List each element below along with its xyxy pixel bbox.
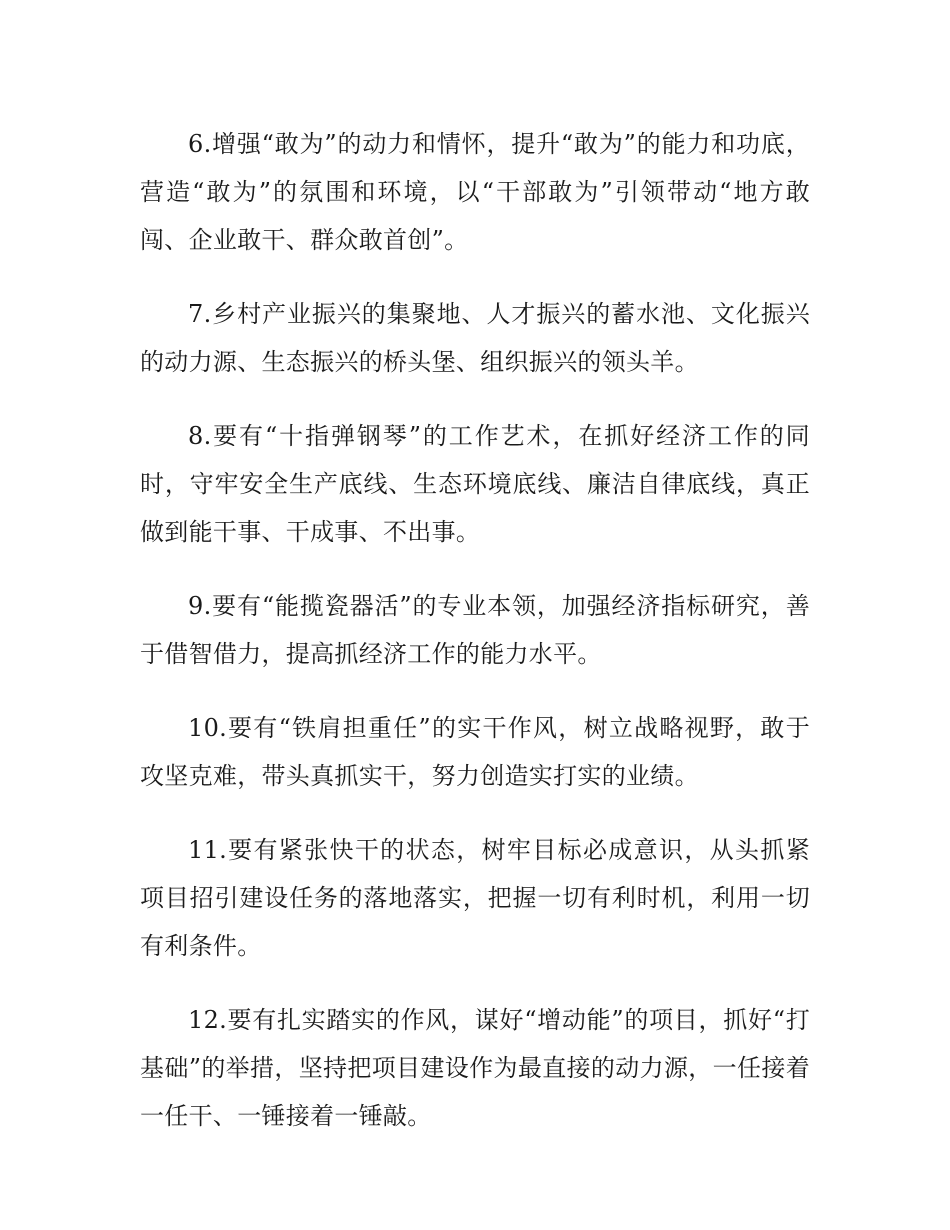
paragraph-8: 8.要有“十指弹钢琴”的工作艺术，在抓好经济工作的同时，守牢安全生产底线、生态环境底线、廉洁自律底线，真正做到能干事、干成事、不出事。: [140, 422, 810, 546]
paragraph-9: 9.要有“能揽瓷器活”的专业本领，加强经济指标研究，善于借智借力，提高抓经济工作的能力水平。: [140, 592, 810, 668]
paragraph-11: 11.要有紧张快干的状态，树牢目标必成意识，从头抓紧项目招引建设任务的落地落实，把握一切有利时机，利用一切有利条件。: [140, 836, 810, 960]
paragraph-6: 6.增强“敢为”的动力和情怀，提升“敢为”的能力和功底，营造“敢为”的氛围和环境，以“干部敢为”引领带动“地方敢闯、企业敢干、群众敢首创”。: [140, 130, 810, 254]
document-body: [140, 120, 810, 1166]
paragraph-7: 7.乡村产业振兴的集聚地、人才振兴的蓄水池、文化振兴的动力源、生态振兴的桥头堡、组织振兴的领头羊。: [140, 300, 810, 376]
paragraph-10: 10.要有“铁肩担重任”的实干作风，树立战略视野，敢于攻坚克难，带头真抓实干，努力创造实打实的业绩。: [140, 714, 810, 790]
paragraph-12: 12.要有扎实踏实的作风，谋好“增动能”的项目，抓好“打基础”的举措，坚持把项目建设作为最直接的动力源，一任接着一任干、一锤接着一锤敲。: [140, 1006, 810, 1130]
